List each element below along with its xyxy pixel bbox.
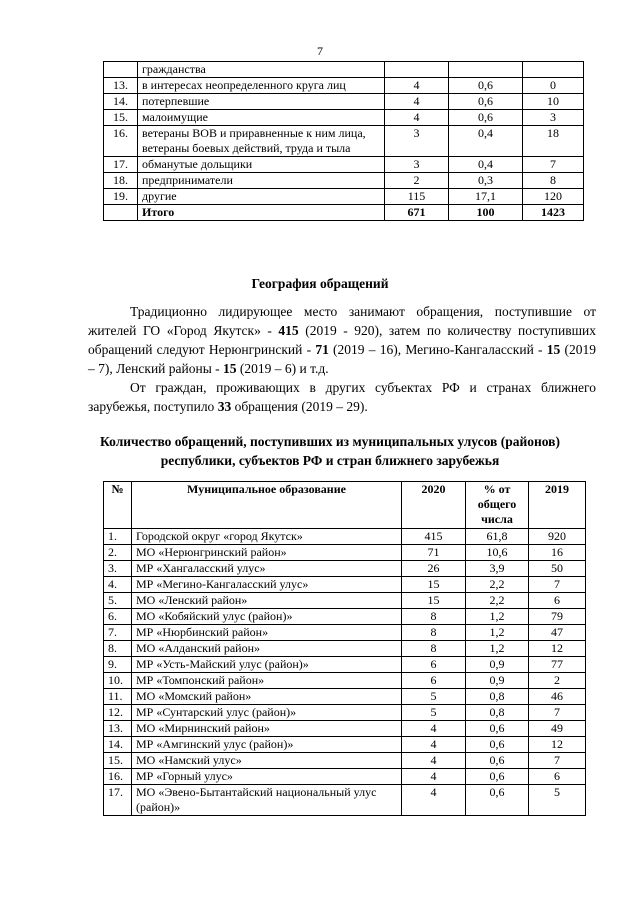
table-header-row bbox=[104, 482, 586, 529]
total-value-2020: 671 bbox=[385, 205, 449, 221]
row-value-2019: 6 bbox=[529, 769, 586, 785]
row-percent: 1,2 bbox=[466, 625, 529, 641]
row-value-2019: 8 bbox=[523, 173, 584, 189]
row-percent: 3,9 bbox=[466, 561, 529, 577]
row-municipality: МО «Ленский район» bbox=[132, 593, 402, 609]
row-value-2020: 8 bbox=[402, 609, 466, 625]
row-percent: 0,6 bbox=[449, 110, 523, 126]
row-value-2019: 50 bbox=[529, 561, 586, 577]
row-municipality: МО «Нерюнгринский район» bbox=[132, 545, 402, 561]
table-row bbox=[104, 78, 584, 94]
row-percent: 0,8 bbox=[466, 705, 529, 721]
table-row bbox=[104, 545, 586, 561]
row-value-2019: 2 bbox=[529, 673, 586, 689]
table-row bbox=[104, 641, 586, 657]
row-number: 1. bbox=[104, 529, 132, 545]
row-value-2020: 4 bbox=[385, 94, 449, 110]
row-value-2019 bbox=[523, 62, 584, 78]
table-row bbox=[104, 785, 586, 816]
row-value-2020 bbox=[385, 62, 449, 78]
row-percent: 0,9 bbox=[466, 657, 529, 673]
table-row bbox=[104, 721, 586, 737]
row-percent: 0,9 bbox=[466, 673, 529, 689]
row-value-2020: 2 bbox=[385, 173, 449, 189]
row-number: 10. bbox=[104, 673, 132, 689]
row-number: 5. bbox=[104, 593, 132, 609]
row-percent bbox=[449, 62, 523, 78]
row-municipality: МО «Момский район» bbox=[132, 689, 402, 705]
row-municipality: МР «Сунтарский улус (район)» bbox=[132, 705, 402, 721]
row-municipality: МО «Кобяйский улус (район)» bbox=[132, 609, 402, 625]
total-row bbox=[104, 205, 584, 221]
row-municipality: МО «Эвено-Бытантайский национальный улус (район)» bbox=[132, 785, 402, 816]
row-value-2019: 46 bbox=[529, 689, 586, 705]
row-value-2019: 10 bbox=[523, 94, 584, 110]
row-category: обманутые дольщики bbox=[138, 157, 385, 173]
row-number: 16. bbox=[104, 126, 138, 157]
total-value-2019: 1423 bbox=[523, 205, 584, 221]
geography-heading: География обращений bbox=[251, 276, 389, 291]
table-row bbox=[104, 593, 586, 609]
row-number: 13. bbox=[104, 78, 138, 94]
row-category: в интересах неопределенного круга лиц bbox=[138, 78, 385, 94]
row-municipality: МР «Усть-Майский улус (район)» bbox=[132, 657, 402, 673]
row-number: 19. bbox=[104, 189, 138, 205]
table-row bbox=[104, 189, 584, 205]
row-value-2020: 4 bbox=[402, 785, 466, 816]
row-value-2019: 920 bbox=[529, 529, 586, 545]
geography-paragraph-1: Традиционно лидирующее место занимают обращения, поступившие от жителей ГО «Город Якутск» - 415 (2019 - 920), затем по количеству поступивших обращений следуют Нерюнгринский - 71 (2019 – 16), Мегино-Кангаласский - 15 (2019 – 7), Ленский районы - 15 (2019 – 6) и т.д. bbox=[88, 304, 596, 376]
row-percent: 61,8 bbox=[466, 529, 529, 545]
row-percent: 0,8 bbox=[466, 689, 529, 705]
row-value-2019: 7 bbox=[529, 577, 586, 593]
row-value-2019: 7 bbox=[529, 705, 586, 721]
row-percent: 17,1 bbox=[449, 189, 523, 205]
row-value-2020: 6 bbox=[402, 657, 466, 673]
row-municipality: МР «Амгинский улус (район)» bbox=[132, 737, 402, 753]
header-2020: 2020 bbox=[402, 482, 466, 529]
row-municipality: МР «Нюрбинский район» bbox=[132, 625, 402, 641]
row-number: 18. bbox=[104, 173, 138, 189]
row-percent: 0,3 bbox=[449, 173, 523, 189]
row-percent: 1,2 bbox=[466, 609, 529, 625]
row-number: 11. bbox=[104, 689, 132, 705]
row-number: 6. bbox=[104, 609, 132, 625]
header-num: № bbox=[104, 482, 132, 529]
row-value-2020: 4 bbox=[385, 78, 449, 94]
table-row bbox=[104, 753, 586, 769]
row-value-2019: 79 bbox=[529, 609, 586, 625]
row-value-2020: 15 bbox=[402, 577, 466, 593]
table-row bbox=[104, 126, 584, 157]
row-number: 4. bbox=[104, 577, 132, 593]
page-number: 7 bbox=[317, 44, 323, 58]
row-value-2020: 4 bbox=[402, 737, 466, 753]
table-row bbox=[104, 657, 586, 673]
row-municipality: МО «Намский улус» bbox=[132, 753, 402, 769]
row-municipality: Городской округ «город Якутск» bbox=[132, 529, 402, 545]
row-category: гражданства bbox=[138, 62, 385, 78]
table-row bbox=[104, 561, 586, 577]
row-number: 8. bbox=[104, 641, 132, 657]
row-value-2020: 71 bbox=[402, 545, 466, 561]
row-percent: 2,2 bbox=[466, 577, 529, 593]
row-number: 15. bbox=[104, 110, 138, 126]
row-percent: 0,4 bbox=[449, 157, 523, 173]
row-value-2020: 4 bbox=[402, 721, 466, 737]
table-row bbox=[104, 737, 586, 753]
row-number: 12. bbox=[104, 705, 132, 721]
row-number: 7. bbox=[104, 625, 132, 641]
row-value-2020: 5 bbox=[402, 689, 466, 705]
row-value-2019: 7 bbox=[529, 753, 586, 769]
row-value-2020: 8 bbox=[402, 625, 466, 641]
row-number: 17. bbox=[104, 157, 138, 173]
row-value-2020: 115 bbox=[385, 189, 449, 205]
table-row bbox=[104, 705, 586, 721]
table-row bbox=[104, 609, 586, 625]
total-empty-cell bbox=[104, 205, 138, 221]
row-category: ветераны ВОВ и приравненные к ним лица, ветераны боевых действий, труда и тыла bbox=[138, 126, 385, 157]
row-value-2019: 7 bbox=[523, 157, 584, 173]
row-category: потерпевшие bbox=[138, 94, 385, 110]
header-2019: 2019 bbox=[529, 482, 586, 529]
row-category: другие bbox=[138, 189, 385, 205]
row-value-2019: 3 bbox=[523, 110, 584, 126]
row-percent: 0,6 bbox=[466, 769, 529, 785]
total-percent: 100 bbox=[449, 205, 523, 221]
row-percent: 10,6 bbox=[466, 545, 529, 561]
row-value-2019: 77 bbox=[529, 657, 586, 673]
row-value-2020: 3 bbox=[385, 126, 449, 157]
row-municipality: МР «Томпонский район» bbox=[132, 673, 402, 689]
table-row bbox=[104, 62, 584, 78]
header-percent: % от общего числа bbox=[466, 482, 529, 529]
municipal-table-caption: Количество обращений, поступивших из муниципальных улусов (районов) республики, субъектов РФ и стран ближнего зарубежья bbox=[100, 434, 560, 468]
row-category: предприниматели bbox=[138, 173, 385, 189]
row-percent: 2,2 bbox=[466, 593, 529, 609]
row-value-2020: 415 bbox=[402, 529, 466, 545]
row-municipality: МР «Мегино-Кангаласский улус» bbox=[132, 577, 402, 593]
row-number: 14. bbox=[104, 94, 138, 110]
row-number: 15. bbox=[104, 753, 132, 769]
row-number: 16. bbox=[104, 769, 132, 785]
row-percent: 0,6 bbox=[449, 78, 523, 94]
row-value-2019: 0 bbox=[523, 78, 584, 94]
appeals-category-table bbox=[103, 61, 584, 221]
row-percent: 0,6 bbox=[449, 94, 523, 110]
row-percent: 0,6 bbox=[466, 721, 529, 737]
table-row bbox=[104, 157, 584, 173]
row-number: 13. bbox=[104, 721, 132, 737]
row-number: 14. bbox=[104, 737, 132, 753]
row-value-2020: 6 bbox=[402, 673, 466, 689]
table-row bbox=[104, 173, 584, 189]
table-row bbox=[104, 769, 586, 785]
table-row bbox=[104, 625, 586, 641]
row-percent: 0,6 bbox=[466, 753, 529, 769]
row-value-2020: 3 bbox=[385, 157, 449, 173]
geography-paragraph-2: От граждан, проживающих в других субъектах РФ и странах ближнего зарубежья, поступило 33 обращения (2019 – 29). bbox=[88, 380, 596, 414]
table-row bbox=[104, 94, 584, 110]
row-value-2020: 4 bbox=[402, 769, 466, 785]
row-percent: 0,4 bbox=[449, 126, 523, 157]
row-municipality: МО «Алданский район» bbox=[132, 641, 402, 657]
row-percent: 0,6 bbox=[466, 737, 529, 753]
row-municipality: МР «Горный улус» bbox=[132, 769, 402, 785]
row-value-2019: 120 bbox=[523, 189, 584, 205]
row-value-2020: 26 bbox=[402, 561, 466, 577]
row-value-2020: 8 bbox=[402, 641, 466, 657]
table-row bbox=[104, 673, 586, 689]
row-value-2020: 15 bbox=[402, 593, 466, 609]
table-row bbox=[104, 689, 586, 705]
row-value-2019: 18 bbox=[523, 126, 584, 157]
row-value-2020: 5 bbox=[402, 705, 466, 721]
table-row bbox=[104, 110, 584, 126]
row-value-2019: 5 bbox=[529, 785, 586, 816]
row-number: 17. bbox=[104, 785, 132, 816]
row-value-2019: 12 bbox=[529, 737, 586, 753]
row-number: 9. bbox=[104, 657, 132, 673]
table-row bbox=[104, 577, 586, 593]
row-value-2019: 47 bbox=[529, 625, 586, 641]
row-percent: 1,2 bbox=[466, 641, 529, 657]
total-label: Итого bbox=[138, 205, 385, 221]
row-number: 3. bbox=[104, 561, 132, 577]
row-value-2019: 12 bbox=[529, 641, 586, 657]
row-value-2019: 49 bbox=[529, 721, 586, 737]
row-value-2020: 4 bbox=[385, 110, 449, 126]
row-value-2020: 4 bbox=[402, 753, 466, 769]
row-number: 2. bbox=[104, 545, 132, 561]
row-municipality: МО «Мирнинский район» bbox=[132, 721, 402, 737]
table-row bbox=[104, 529, 586, 545]
row-municipality: МР «Хангаласский улус» bbox=[132, 561, 402, 577]
row-category: малоимущие bbox=[138, 110, 385, 126]
row-number bbox=[104, 62, 138, 78]
row-value-2019: 16 bbox=[529, 545, 586, 561]
row-value-2019: 6 bbox=[529, 593, 586, 609]
row-percent: 0,6 bbox=[466, 785, 529, 816]
municipal-appeals-table bbox=[103, 481, 586, 816]
header-name: Муниципальное образование bbox=[132, 482, 402, 529]
